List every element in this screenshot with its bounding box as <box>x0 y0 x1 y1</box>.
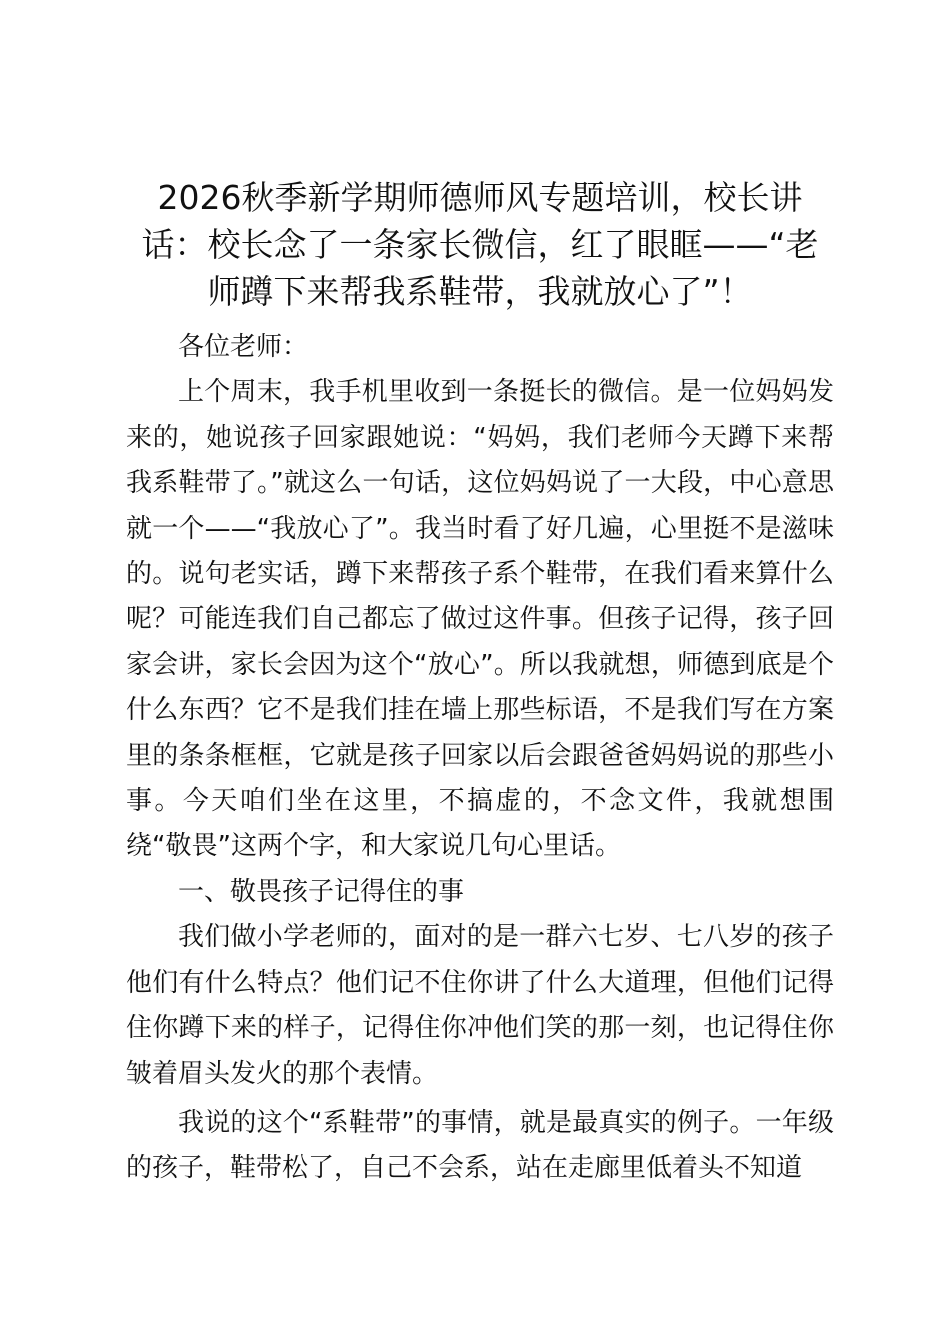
paragraph: 我们做小学老师的，面对的是一群六七岁、七八岁的孩子他们有什么特点？他们记不住你讲了什么大道理，但他们记得住你蹲下来的样子，记得住你冲他们笑的那一刻，也记得住你皱着眉头发火的那个表情。 <box>126 922 834 1089</box>
section-heading: 一、敬畏孩子记得住的事 <box>178 876 465 907</box>
salutation: 各位老师： <box>178 332 309 362</box>
document-body <box>126 325 834 1192</box>
paragraph: 我说的这个“系鞋带”的事情，就是最真实的例子。一年级的孩子，鞋带松了，自己不会系，站在走廊里低着头不知道 <box>126 1107 834 1184</box>
document-page <box>126 0 834 1344</box>
paragraph: 上个周末，我手机里收到一条挺长的微信。是一位妈妈发来的，她说孩子回家跟她说：“妈妈，我们老师今天蹲下来帮我系鞋带了。”就这么一句话，这位妈妈说了一大段，中心意思就一个——“我放心了”。我当时看了好几遍，心里挺不是滋味的。说句老实话，蹲下来帮孩子系个鞋带，在我们看来算什么呢？可能连我们自己都忘了做过这件事。但孩子记得，孩子回家会讲，家长会因为这个“放心”。所以我就想，师德到底是个什么东西？它不是我们挂在墙上那些标语，不是我们写在方案里的条条框框，它就是孩子回家以后会跟爸爸妈妈说的那些小事。今天咱们坐在这里，不搞虚的，不念文件，我就想围绕“敬畏”这两个字，和大家说几句心里话。 <box>126 377 834 862</box>
document-title: 2026秋季新学期师德师风专题培训，校长讲话：校长念了一条家长微信，红了眼眶——“老师蹲下来帮我系鞋带，我就放心了”！ <box>141 178 819 311</box>
